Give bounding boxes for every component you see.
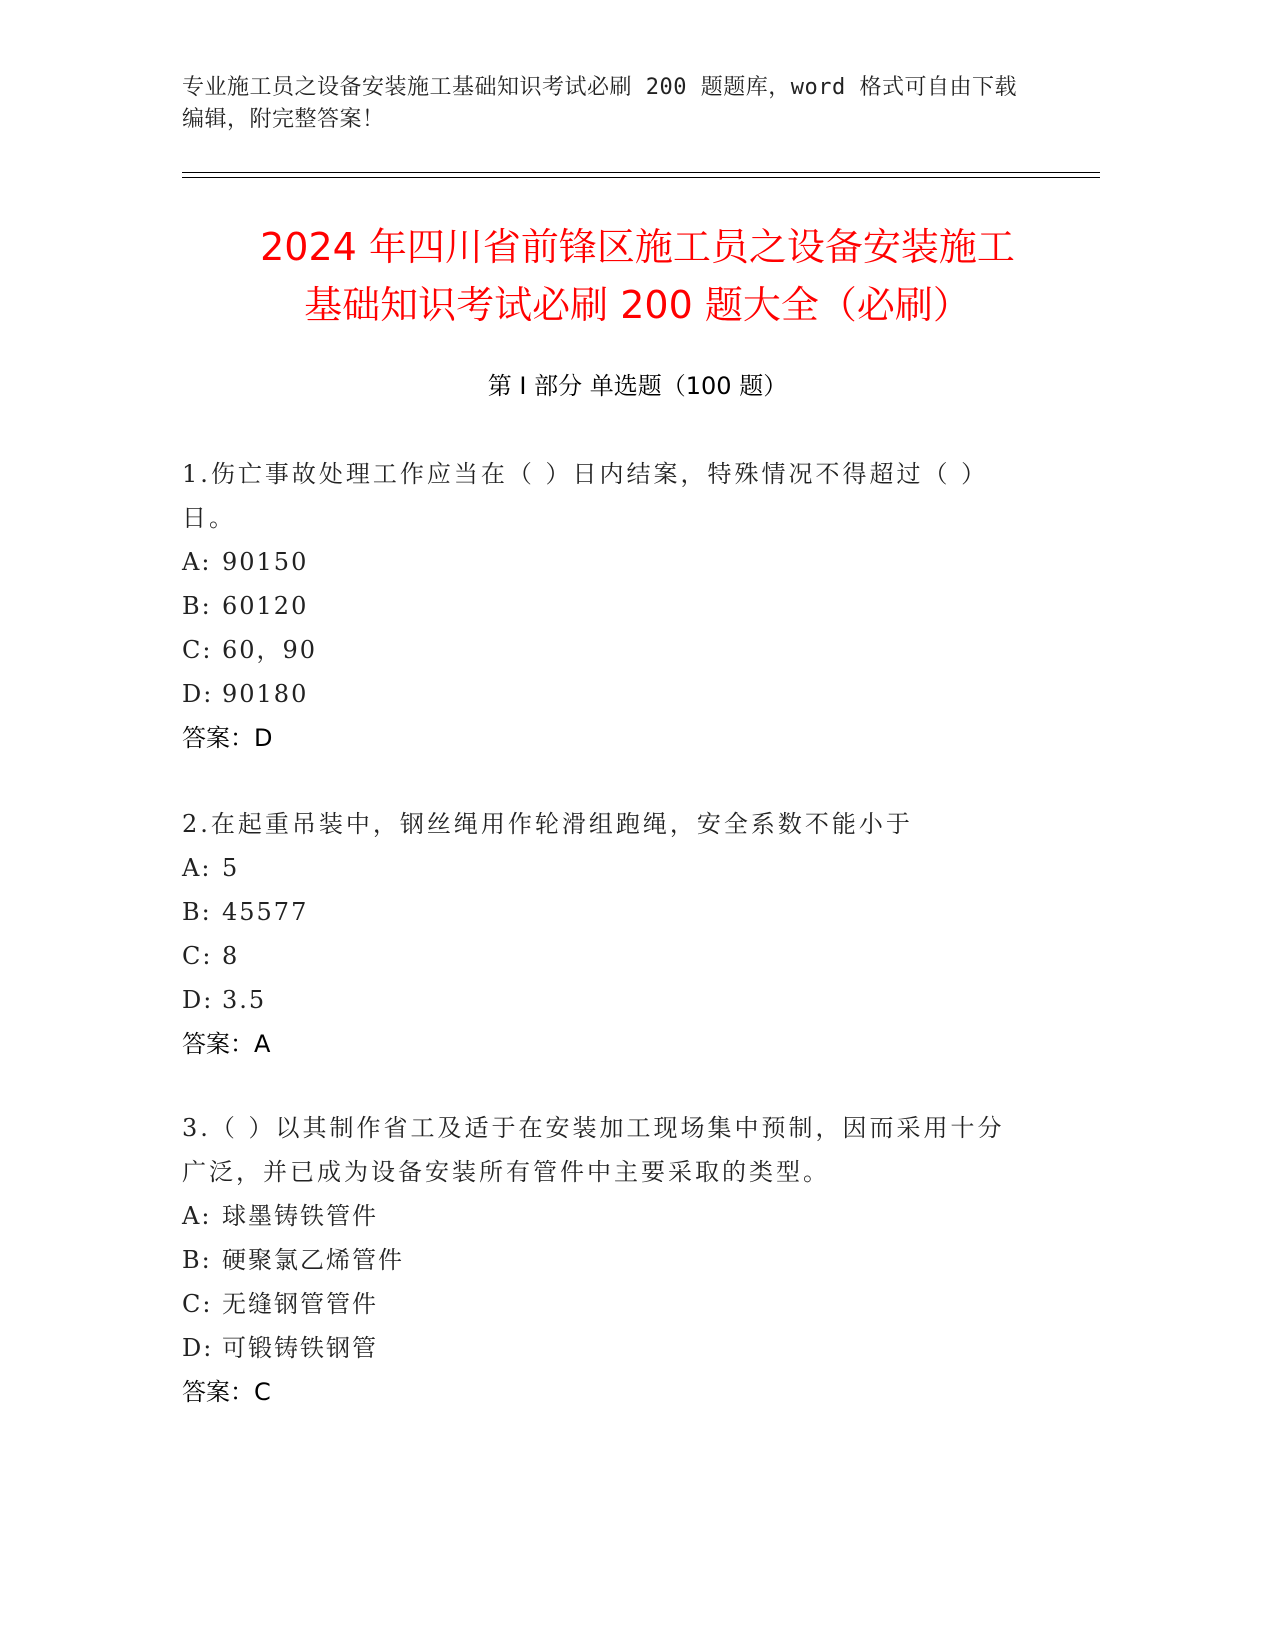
option-text: 3.5	[222, 986, 267, 1014]
option-text: 无缝钢管管件	[222, 1290, 378, 1318]
option-b	[182, 890, 1062, 934]
question-stem-line1: 1.伤亡事故处理工作应当在（ ）日内结案，特殊情况不得超过（ ）	[182, 460, 989, 488]
option-c	[182, 934, 1062, 978]
option-text: 60，90	[222, 636, 318, 664]
option-text: 60120	[222, 592, 309, 620]
option-letter: D:	[182, 1334, 214, 1362]
option-b	[182, 584, 1062, 628]
option-letter: A:	[182, 548, 212, 576]
option-text: 45577	[222, 898, 309, 926]
question-1	[182, 452, 1062, 760]
option-b	[182, 1238, 1062, 1282]
document-title-line2: 基础知识考试必刷 200 题大全（必刷）	[304, 283, 971, 327]
option-a	[182, 846, 1062, 890]
option-d	[182, 978, 1062, 1022]
option-c	[182, 1282, 1062, 1326]
option-letter: C:	[182, 636, 213, 664]
option-text: 90150	[222, 548, 309, 576]
question-stem-line1: 3.（ ）以其制作省工及适于在安装加工现场集中预制，因而采用十分	[182, 1114, 1005, 1142]
option-a	[182, 1194, 1062, 1238]
option-text: 球墨铸铁管件	[222, 1202, 378, 1230]
header-note-line2: 编辑，附完整答案！	[182, 107, 385, 132]
option-c	[182, 628, 1062, 672]
option-text: 硬聚氯乙烯管件	[222, 1246, 404, 1274]
option-text: 90180	[222, 680, 309, 708]
option-letter: B:	[182, 1246, 212, 1274]
header-note-line1: 专业施工员之设备安装施工基础知识考试必刷 200 题题库，word 格式可自由下载	[182, 75, 1017, 100]
document-title-line1: 2024 年四川省前锋区施工员之设备安装施工	[260, 225, 1015, 269]
section-title: 第 I 部分 单选题（100 题）	[487, 372, 788, 400]
question-stem-line1: 2.在起重吊装中，钢丝绳用作轮滑组跑绳，安全系数不能小于	[182, 810, 913, 838]
answer: 答案：D	[182, 724, 273, 752]
option-text: 8	[222, 942, 240, 970]
question-stem-line2: 广泛，并已成为设备安装所有管件中主要采取的类型。	[182, 1158, 830, 1186]
option-letter: A:	[182, 854, 212, 882]
option-letter: B:	[182, 898, 212, 926]
question-2	[182, 802, 1062, 1066]
option-letter: B:	[182, 592, 212, 620]
question-stem-line2: 日。	[182, 504, 236, 532]
option-text: 5	[222, 854, 240, 882]
question-3	[182, 1106, 1062, 1414]
answer: 答案：A	[182, 1030, 271, 1058]
header-note	[182, 72, 1062, 136]
option-letter: C:	[182, 942, 213, 970]
header-divider-top	[182, 172, 1100, 173]
option-text: 可锻铸铁钢管	[222, 1334, 378, 1362]
answer: 答案：C	[182, 1378, 271, 1406]
option-d	[182, 672, 1062, 716]
header-divider-bottom	[182, 177, 1100, 178]
option-letter: C:	[182, 1290, 213, 1318]
option-a	[182, 540, 1062, 584]
option-d	[182, 1326, 1062, 1370]
option-letter: D:	[182, 986, 214, 1014]
option-letter: A:	[182, 1202, 212, 1230]
option-letter: D:	[182, 680, 214, 708]
document-title	[140, 218, 1135, 334]
